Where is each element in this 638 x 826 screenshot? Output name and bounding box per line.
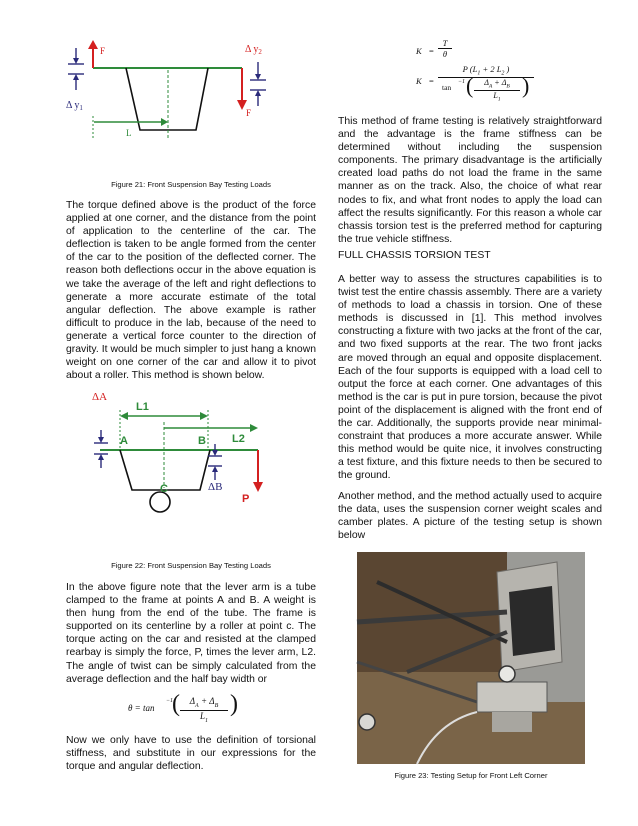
theta-lhs: θ = tan	[128, 703, 155, 713]
da-arrowhead-top	[98, 437, 104, 443]
paragraph-definition: Now we only have to use the definition of torsional stiffness, and substitute in our expressions for the torque and angular deflection.	[66, 735, 316, 773]
paragraph-lever-arm: In the above figure note that the lever arm is a tube clamped to the frame at points A and B. A weight is then hung from the end of the tube. The frame is supported on its centerline by a roller at point c. The torque acting on the car and resisted at the clamped rearbay is simply the force, P, times the lever arm, L2. The angle of twist can be simply calculated from the average deflection and the half bay width or	[66, 582, 316, 685]
db-arrowhead-bottom	[212, 466, 218, 472]
k2-inner-denominator: $L_1$	[493, 90, 501, 103]
theta-paren-left: (	[172, 691, 180, 717]
k2-paren-left: (	[466, 73, 474, 98]
dy2-arrowhead-bottom	[255, 90, 261, 96]
photo-gauge-left	[359, 714, 375, 730]
dy2-arrowhead-top	[255, 74, 261, 80]
figure-23-photo	[357, 552, 585, 764]
paragraph-full-chassis: A better way to assess the structures capabilities is to twist test the entire chassis assembly. There are a variety of methods to load a chassis in torsion. One of these methods is discussed in [1]. This method involves constructing a fixture with two jacks at the front of the car, and two fixed supports at the rear. The two front jacks are moved through an equal and opposite displacement. Each of the four supports is equipped with a load cell to output the force at each corner. One advantages of this method is the car is put in pure torsion, because the pivot point of the displacement is aligned with the front end of the car. Additionally, the supports provide near minimal-constraint that produces a more accurate answer. While this method would be quite nice, it involves constructing a test fixture, and this fixture needs to then be secured to the ground.	[338, 274, 602, 482]
k1-fraction	[438, 38, 452, 59]
label-dy2: Δ $y_2$	[245, 44, 262, 56]
label-f-right: F	[246, 108, 252, 118]
figure-22-caption: Figure 22: Front Suspension Bay Testing Loads	[111, 561, 271, 570]
theta-fraction	[180, 696, 228, 724]
photo-tire	[509, 586, 555, 656]
k2-lhs: K	[416, 76, 422, 86]
k2-eq: =	[429, 76, 434, 86]
section-heading: FULL CHASSIS TORSION TEST	[338, 250, 491, 261]
theta-exp: −1	[166, 698, 174, 704]
figure-22-diagram	[80, 388, 280, 518]
k1-denominator: θ	[442, 49, 448, 59]
k2-paren-right: )	[522, 73, 530, 98]
label-db: ΔB	[208, 481, 223, 493]
l-dim-arrowhead	[161, 118, 168, 126]
k2-tan: tan	[442, 83, 452, 92]
k1-lhs: K	[416, 46, 422, 56]
k1-eq: =	[429, 46, 434, 56]
figure-23-caption: Figure 23: Testing Setup for Front Left Corner	[394, 771, 548, 780]
k2-inner-numerator: $\Delta_A + \Delta_B$	[474, 78, 520, 91]
theta-paren-right: )	[230, 691, 238, 717]
label-l2: L2	[232, 433, 245, 445]
label-b: B	[198, 435, 206, 447]
k2-denominator	[438, 73, 534, 105]
photo-block	[492, 712, 532, 732]
label-l: L	[126, 128, 132, 138]
equation-theta	[128, 693, 248, 723]
label-f-left: F	[100, 46, 106, 56]
l1-arrowhead-left	[120, 412, 128, 420]
photo-scale-base	[477, 682, 547, 712]
label-dy1: Δ $y_1$	[66, 100, 83, 112]
theta-denominator: $L_1$	[199, 710, 208, 724]
figure-21-diagram	[60, 40, 280, 150]
load-arrowhead	[253, 482, 263, 492]
equation-k-expanded	[416, 64, 536, 104]
l1-arrowhead-right	[200, 412, 208, 420]
theta-numerator: $\Delta_A + \Delta_B$	[180, 696, 228, 711]
equation-k-definition	[416, 38, 476, 64]
label-p: P	[242, 493, 250, 505]
dy1-arrowhead-top	[73, 58, 79, 64]
k2-inner-fraction	[474, 78, 520, 102]
k2-numerator: P ($L_1 + 2$ $L_2$ )	[438, 64, 534, 78]
paragraph-torque: The torque defined above is the product of the force applied at one corner, and the distance from the point of application to the centerline of the car. The deflection is taken to be angle formed from the center of the car to the position of the deflected corner. The reason both deflections occur in the above equation is we take the average of the left and right deflections to generate a more accurate estimate of the total angular deflection. The above example is rather difficult to produce in the lab, because of the need to generate a vertical force counter to the direction of gravity. It would be much simpler to just hang a known weight on one corner of the car and allow it to pivot about a roller. This method is shown below.	[66, 200, 316, 382]
label-da: ΔA	[92, 391, 108, 403]
label-c: C	[160, 483, 168, 495]
k1-numerator: T	[438, 38, 452, 49]
k2-exp: −1	[458, 79, 466, 85]
paragraph-frame-testing: This method of frame testing is relatively straightforward and the advantage is the frame stiffness can be determined without including the suspension components. The primary disadvantage is the artificially created load paths do not load the frame in the same manner as on the track. Also, the choice of what rear nodes to fix, and what front nodes to apply the load can affect the results significantly. For this reason a whole car chassis torsion test is the preferred method for capturing the true vehicle stiffness.	[338, 116, 602, 245]
db-arrowhead-top	[212, 450, 218, 456]
force-arrowhead-left	[88, 40, 98, 49]
l2-arrowhead-right	[250, 424, 258, 432]
paragraph-method-used: Another method, and the method actually used to acquire the data, uses the suspension corner weight scales and camber plates. A picture of the testing setup is shown below	[338, 491, 602, 542]
label-a: A	[120, 435, 128, 447]
photo-gauge	[499, 666, 515, 682]
figure-21-caption: Figure 21: Front Suspension Bay Testing Loads	[111, 180, 271, 189]
label-l1: L1	[136, 401, 149, 413]
roller-circle	[150, 492, 170, 512]
da-arrowhead-bottom	[98, 454, 104, 460]
frame-outline	[126, 68, 208, 130]
dy1-arrowhead-bottom	[73, 74, 79, 80]
